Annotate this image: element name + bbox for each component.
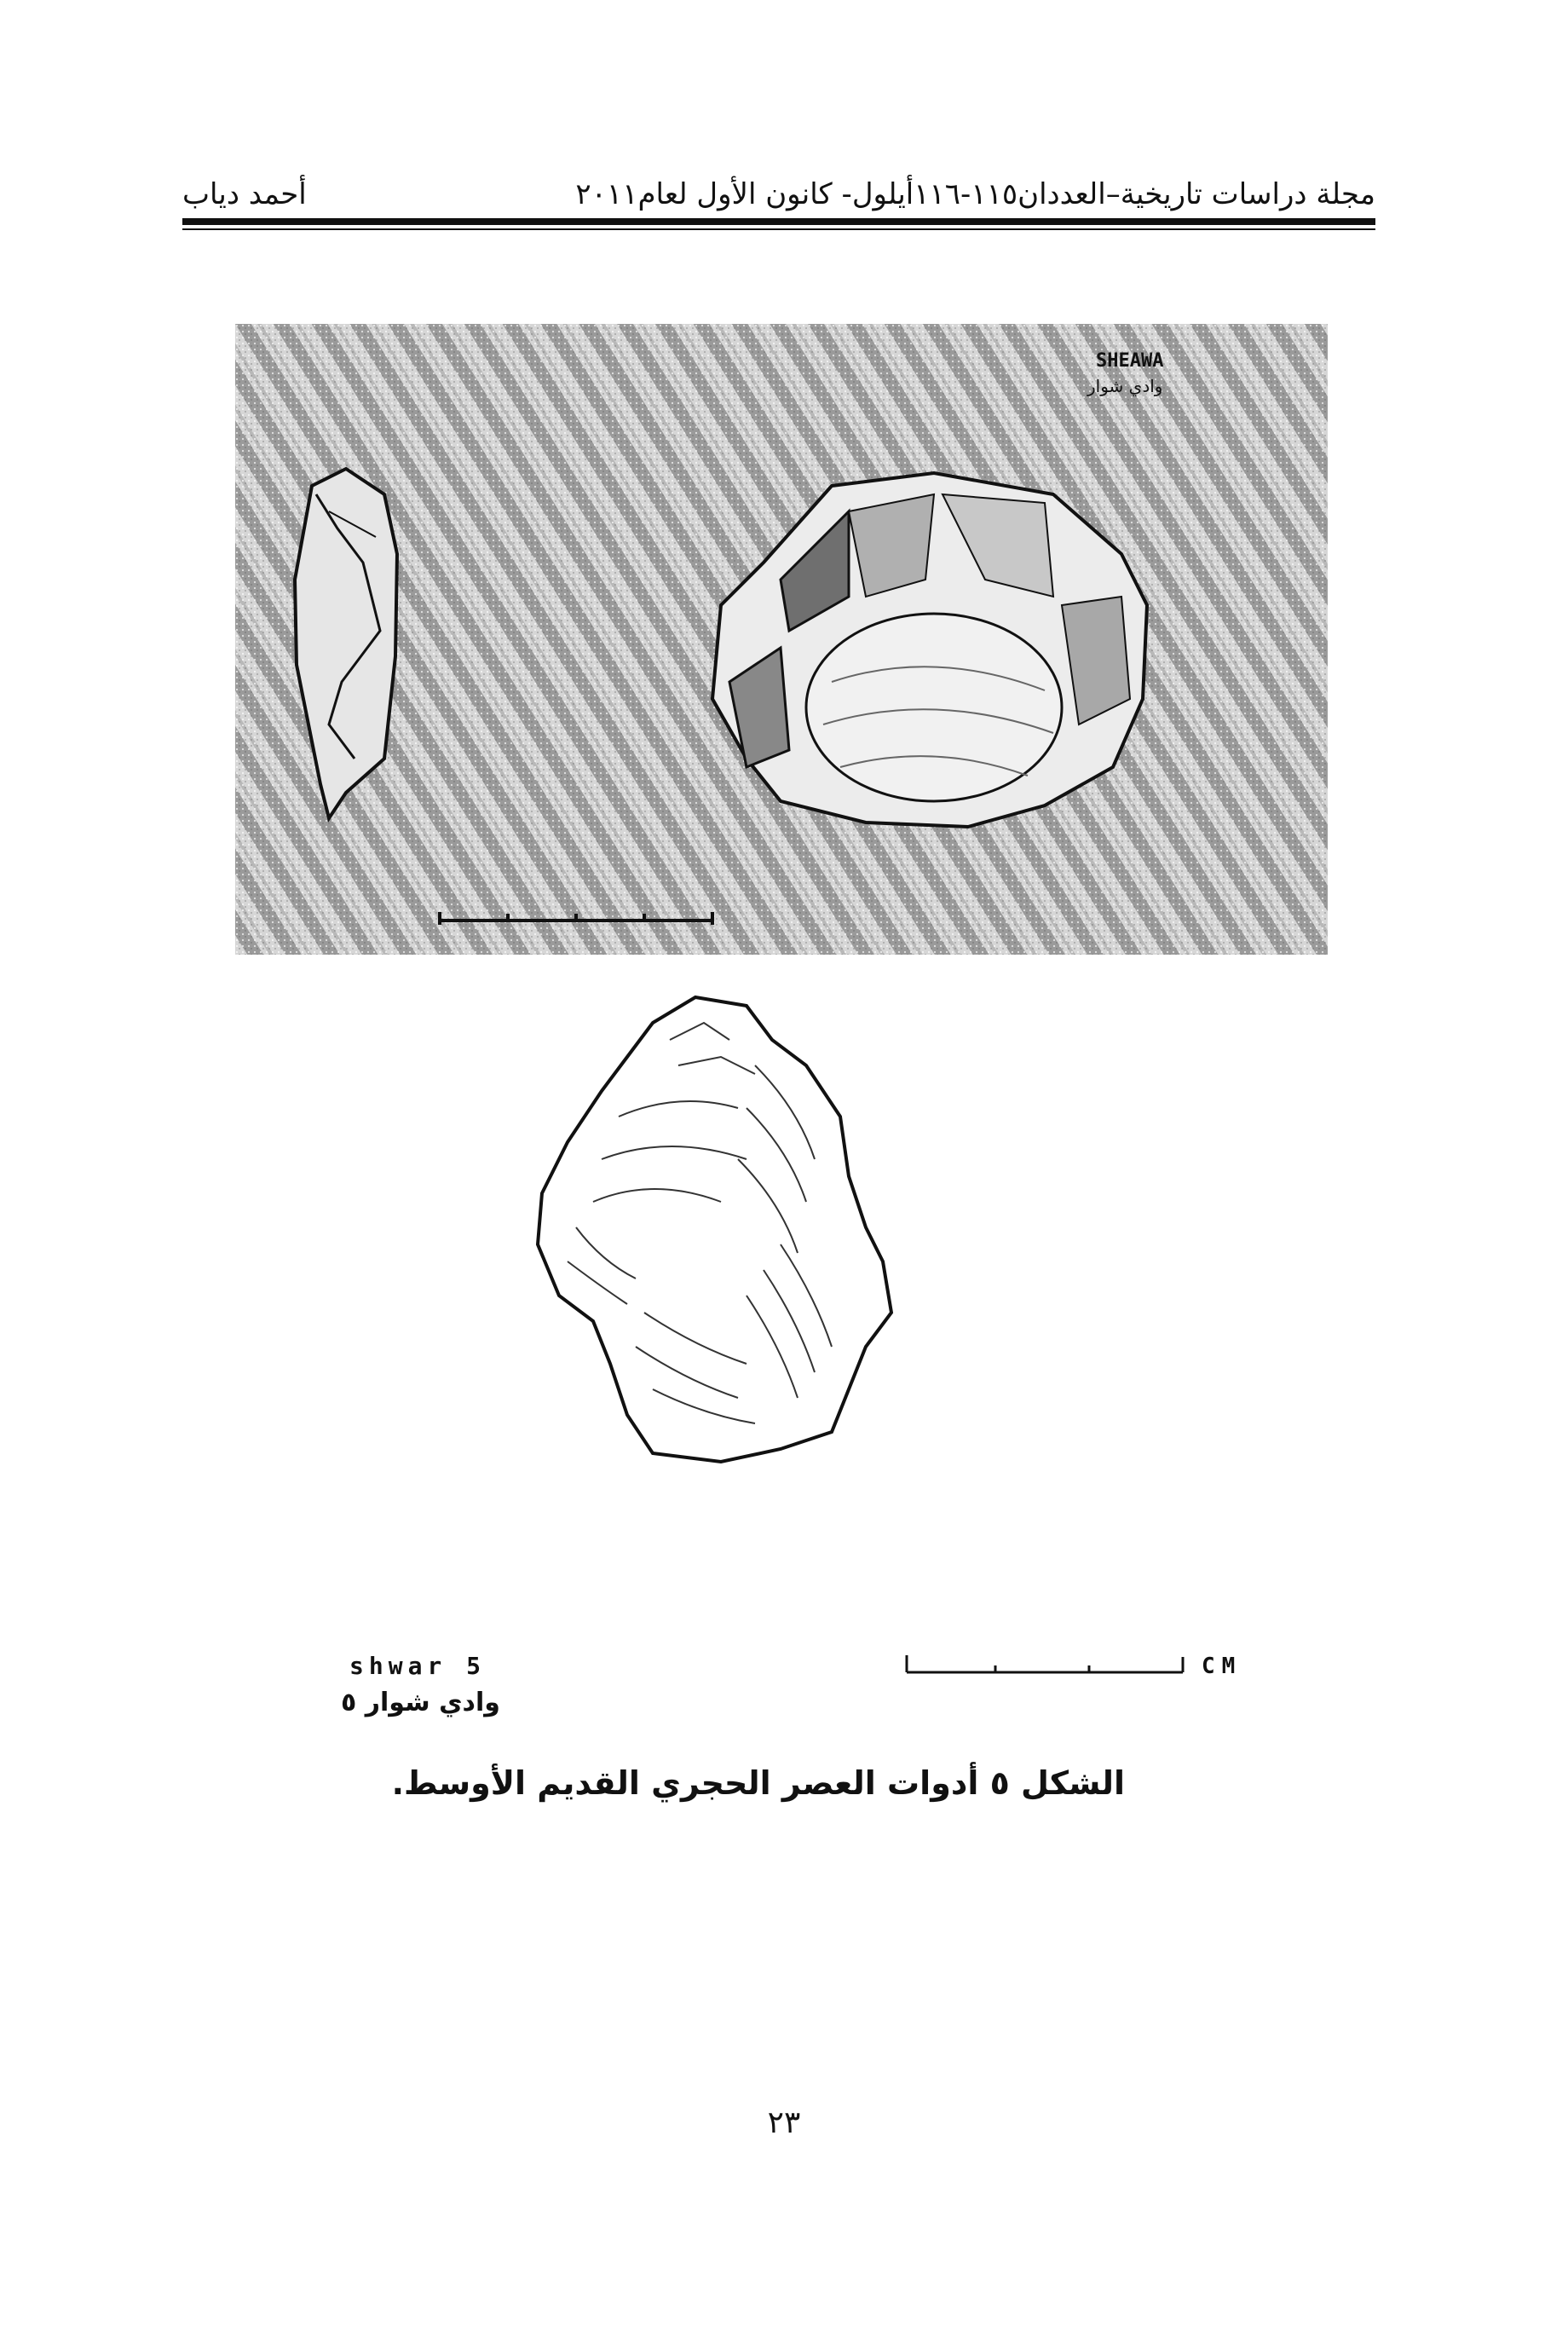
scale-bar-figure: [902, 1647, 1251, 1681]
journal-title: مجلة دراسات تاريخية–العددان١١٥-١١٦أيلول- كانون الأول لعام٢٠١١: [575, 177, 1375, 211]
scale-unit-label: CM: [1202, 1654, 1242, 1679]
stone-tools-plate: [235, 324, 1328, 955]
figure-caption: الشكل ٥ أدوات العصر الحجري القديم الأوسط.: [391, 1764, 1125, 1802]
header-rule-thin: [182, 228, 1375, 230]
figure-label-arabic: وادي شوار ٥: [341, 1688, 500, 1717]
flint-tool-drawing: [525, 989, 917, 1466]
author-name: أحمد دياب: [182, 177, 307, 211]
site-label-latin: SHEAWA: [1096, 350, 1164, 372]
page-number: ٢٣: [767, 2105, 801, 2140]
site-label-arabic: وادي شوار: [1087, 376, 1163, 396]
header-rule-thick: [182, 218, 1375, 225]
figure-label-latin: shwar 5: [349, 1652, 487, 1680]
